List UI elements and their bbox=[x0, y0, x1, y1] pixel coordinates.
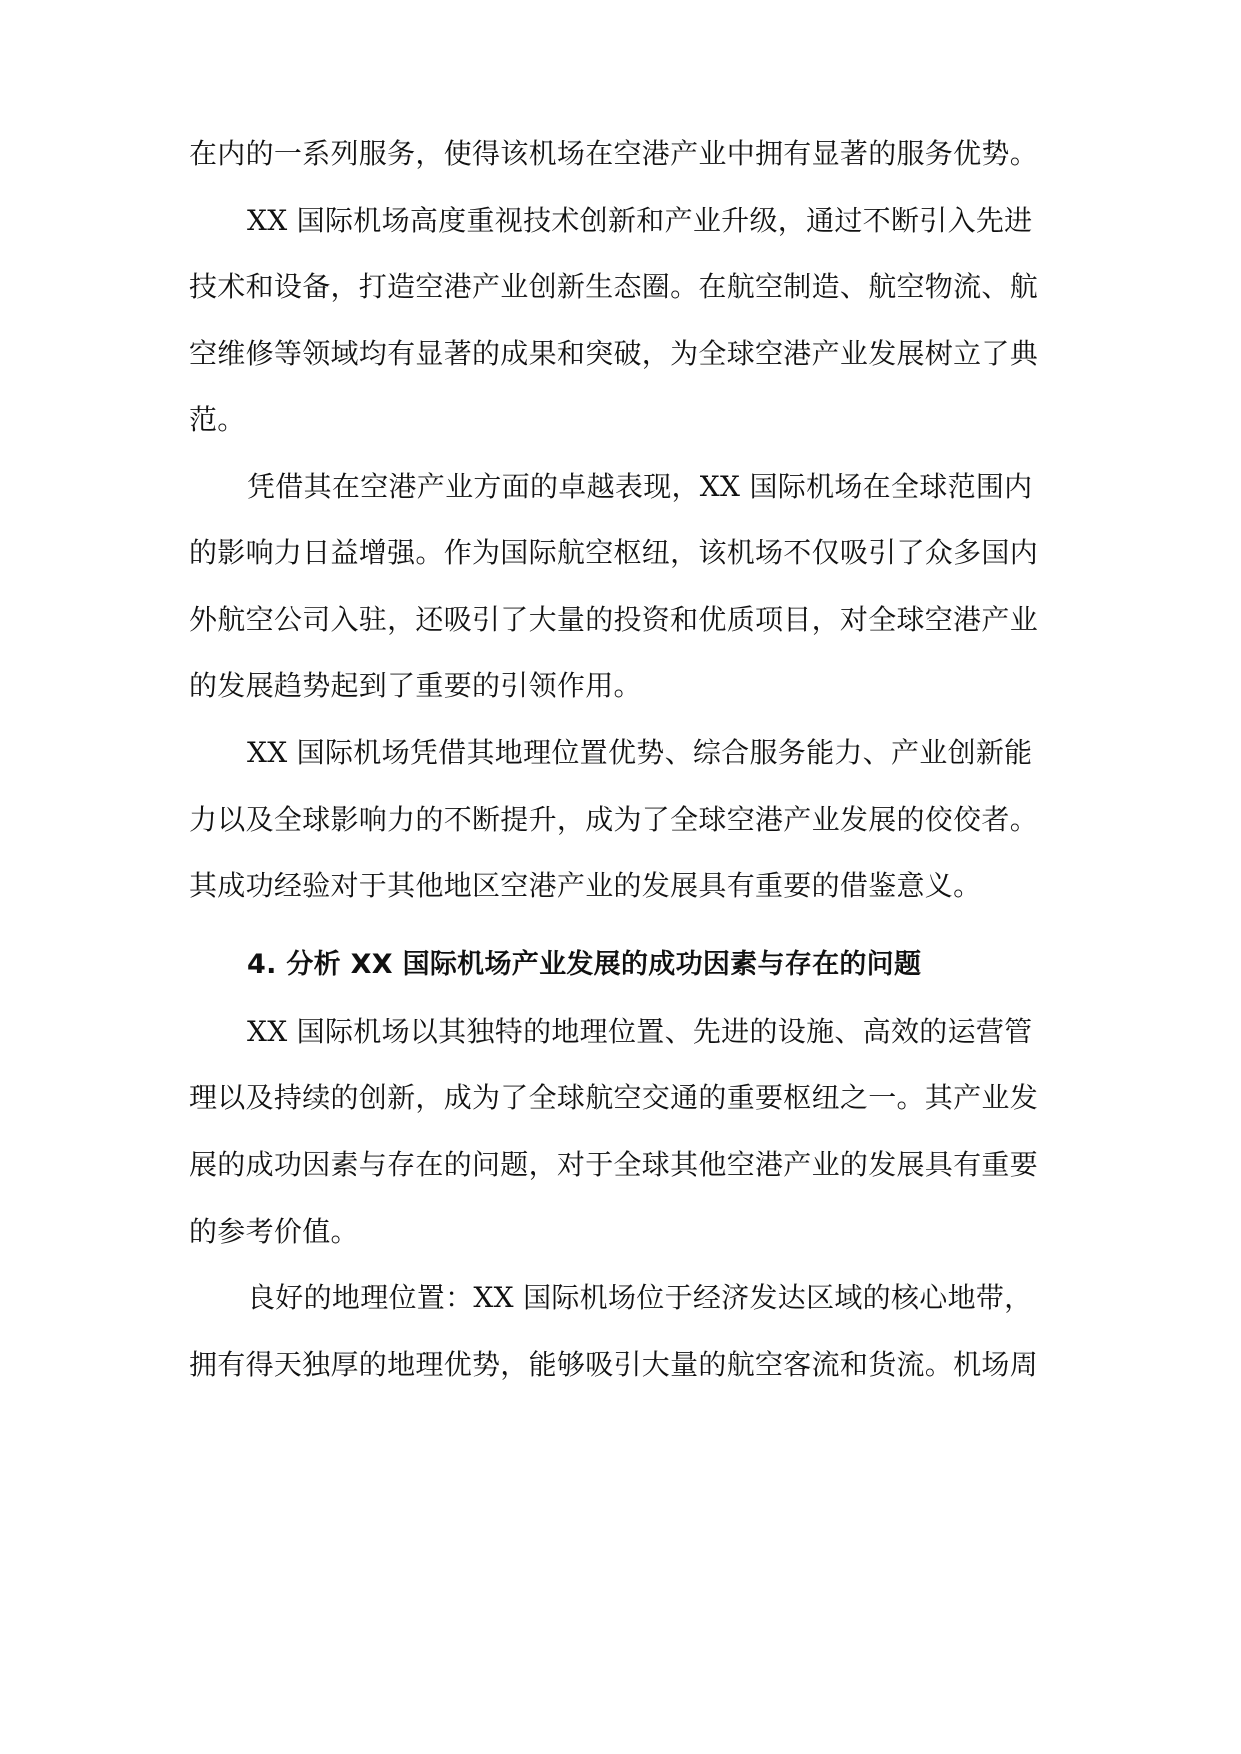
paragraph-line: 拥有得天独厚的地理优势，能够吸引大量的航空客流和货流。机场周 bbox=[189, 1348, 1039, 1381]
paragraph-line: 外航空公司入驻，还吸引了大量的投资和优质项目，对全球空港产业 bbox=[189, 603, 1039, 636]
paragraph-line: 范。 bbox=[189, 403, 246, 436]
paragraph-line: 力以及全球影响力的不断提升，成为了全球空港产业发展的佼佼者。 bbox=[189, 803, 1039, 836]
paragraph-line: XX 国际机场凭借其地理位置优势、综合服务能力、产业创新能 bbox=[247, 736, 1033, 769]
section-heading: 4. 分析 XX 国际机场产业发展的成功因素与存在的问题 bbox=[247, 949, 922, 980]
paragraph-line: XX 国际机场以其独特的地理位置、先进的设施、高效的运营管 bbox=[247, 1015, 1033, 1048]
paragraph-line: 凭借其在空港产业方面的卓越表现，XX 国际机场在全球范围内 bbox=[247, 470, 1033, 503]
paragraph-line: XX 国际机场高度重视技术创新和产业升级，通过不断引入先进 bbox=[247, 204, 1033, 237]
paragraph-line: 的参考价值。 bbox=[189, 1215, 359, 1248]
paragraph-line: 良好的地理位置：XX 国际机场位于经济发达区域的核心地带， bbox=[247, 1281, 1033, 1314]
paragraph-line: 在内的一系列服务，使得该机场在空港产业中拥有显著的服务优势。 bbox=[189, 137, 1039, 170]
paragraph-line: 的影响力日益增强。作为国际航空枢纽，该机场不仅吸引了众多国内 bbox=[189, 536, 1039, 569]
paragraph-line: 技术和设备，打造空港产业创新生态圈。在航空制造、航空物流、航 bbox=[189, 270, 1039, 303]
paragraph-line: 其成功经验对于其他地区空港产业的发展具有重要的借鉴意义。 bbox=[189, 869, 982, 902]
paragraph-line: 的发展趋势起到了重要的引领作用。 bbox=[189, 669, 642, 702]
paragraph-line: 理以及持续的创新，成为了全球航空交通的重要枢纽之一。其产业发 bbox=[189, 1081, 1039, 1114]
paragraph-line: 展的成功因素与存在的问题，对于全球其他空港产业的发展具有重要 bbox=[189, 1148, 1039, 1181]
paragraph-line: 空维修等领域均有显著的成果和突破，为全球空港产业发展树立了典 bbox=[189, 337, 1039, 370]
